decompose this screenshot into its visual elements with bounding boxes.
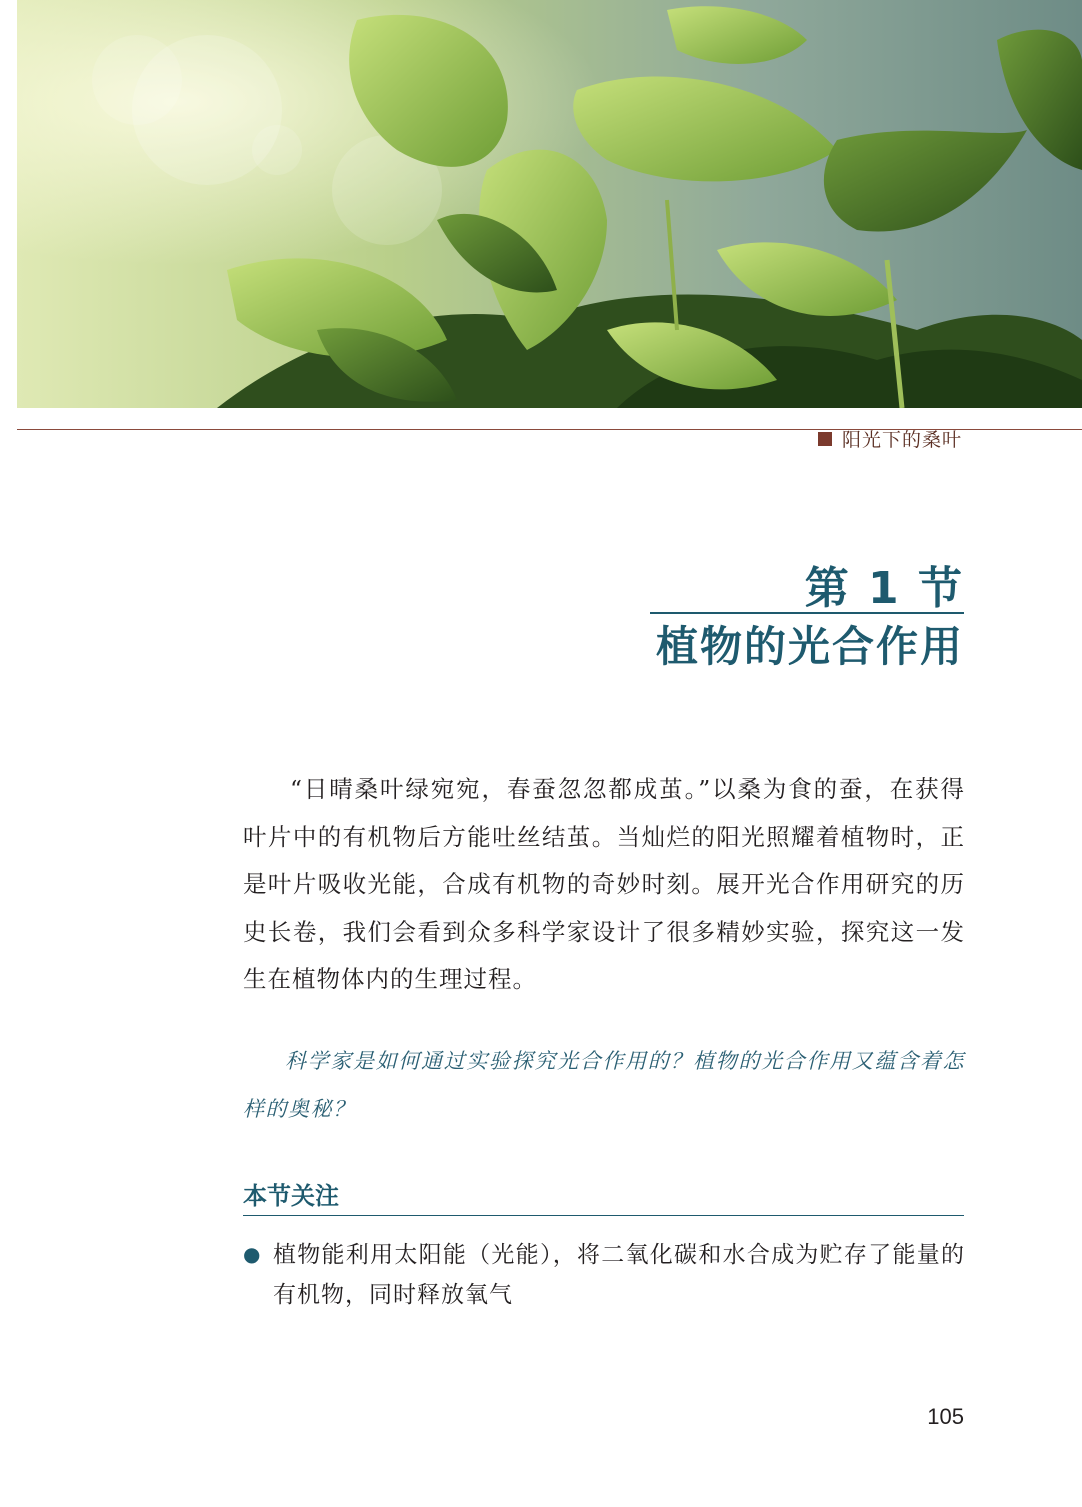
focus-rule [243, 1215, 964, 1216]
focus-heading: 本节关注 [243, 1182, 339, 1210]
chapter-tag [818, 425, 962, 452]
focus-list-item [243, 1235, 965, 1315]
bullet-icon: ● [243, 1242, 261, 1266]
section-number: 第 1 节 [804, 563, 964, 614]
section-title: 植物的光合作用 [655, 622, 964, 671]
intro-paragraph: “日晴桑叶绿宛宛，春蚕忽忽都成茧。”以桑为食的蚕，在获得叶片中的有机物后方能吐丝结茧。当灿烂的阳光照耀着植物时，正是叶片吸收光能，合成有机物的奇妙时刻。展开光合作用研究的历史长卷，我们会看到众多科学家设计了很多精妙实验，探究这一发生在植物体内的生理过程。 [243, 775, 965, 993]
chapter-tag-label: 阳光下的桑叶 [841, 429, 962, 451]
focus-item-text: 植物能利用太阳能（光能），将二氧化碳和水合成为贮存了能量的有机物，同时释放氧气 [273, 1242, 965, 1308]
page-number: 105 [927, 1404, 964, 1429]
banner-photo [17, 0, 1082, 408]
mulberry-leaves-image [17, 0, 1082, 408]
square-icon [818, 432, 832, 446]
guiding-question: 科学家是如何通过实验探究光合作用的？植物的光合作用又蕴含着怎样的奥秘？ [243, 1049, 965, 1121]
